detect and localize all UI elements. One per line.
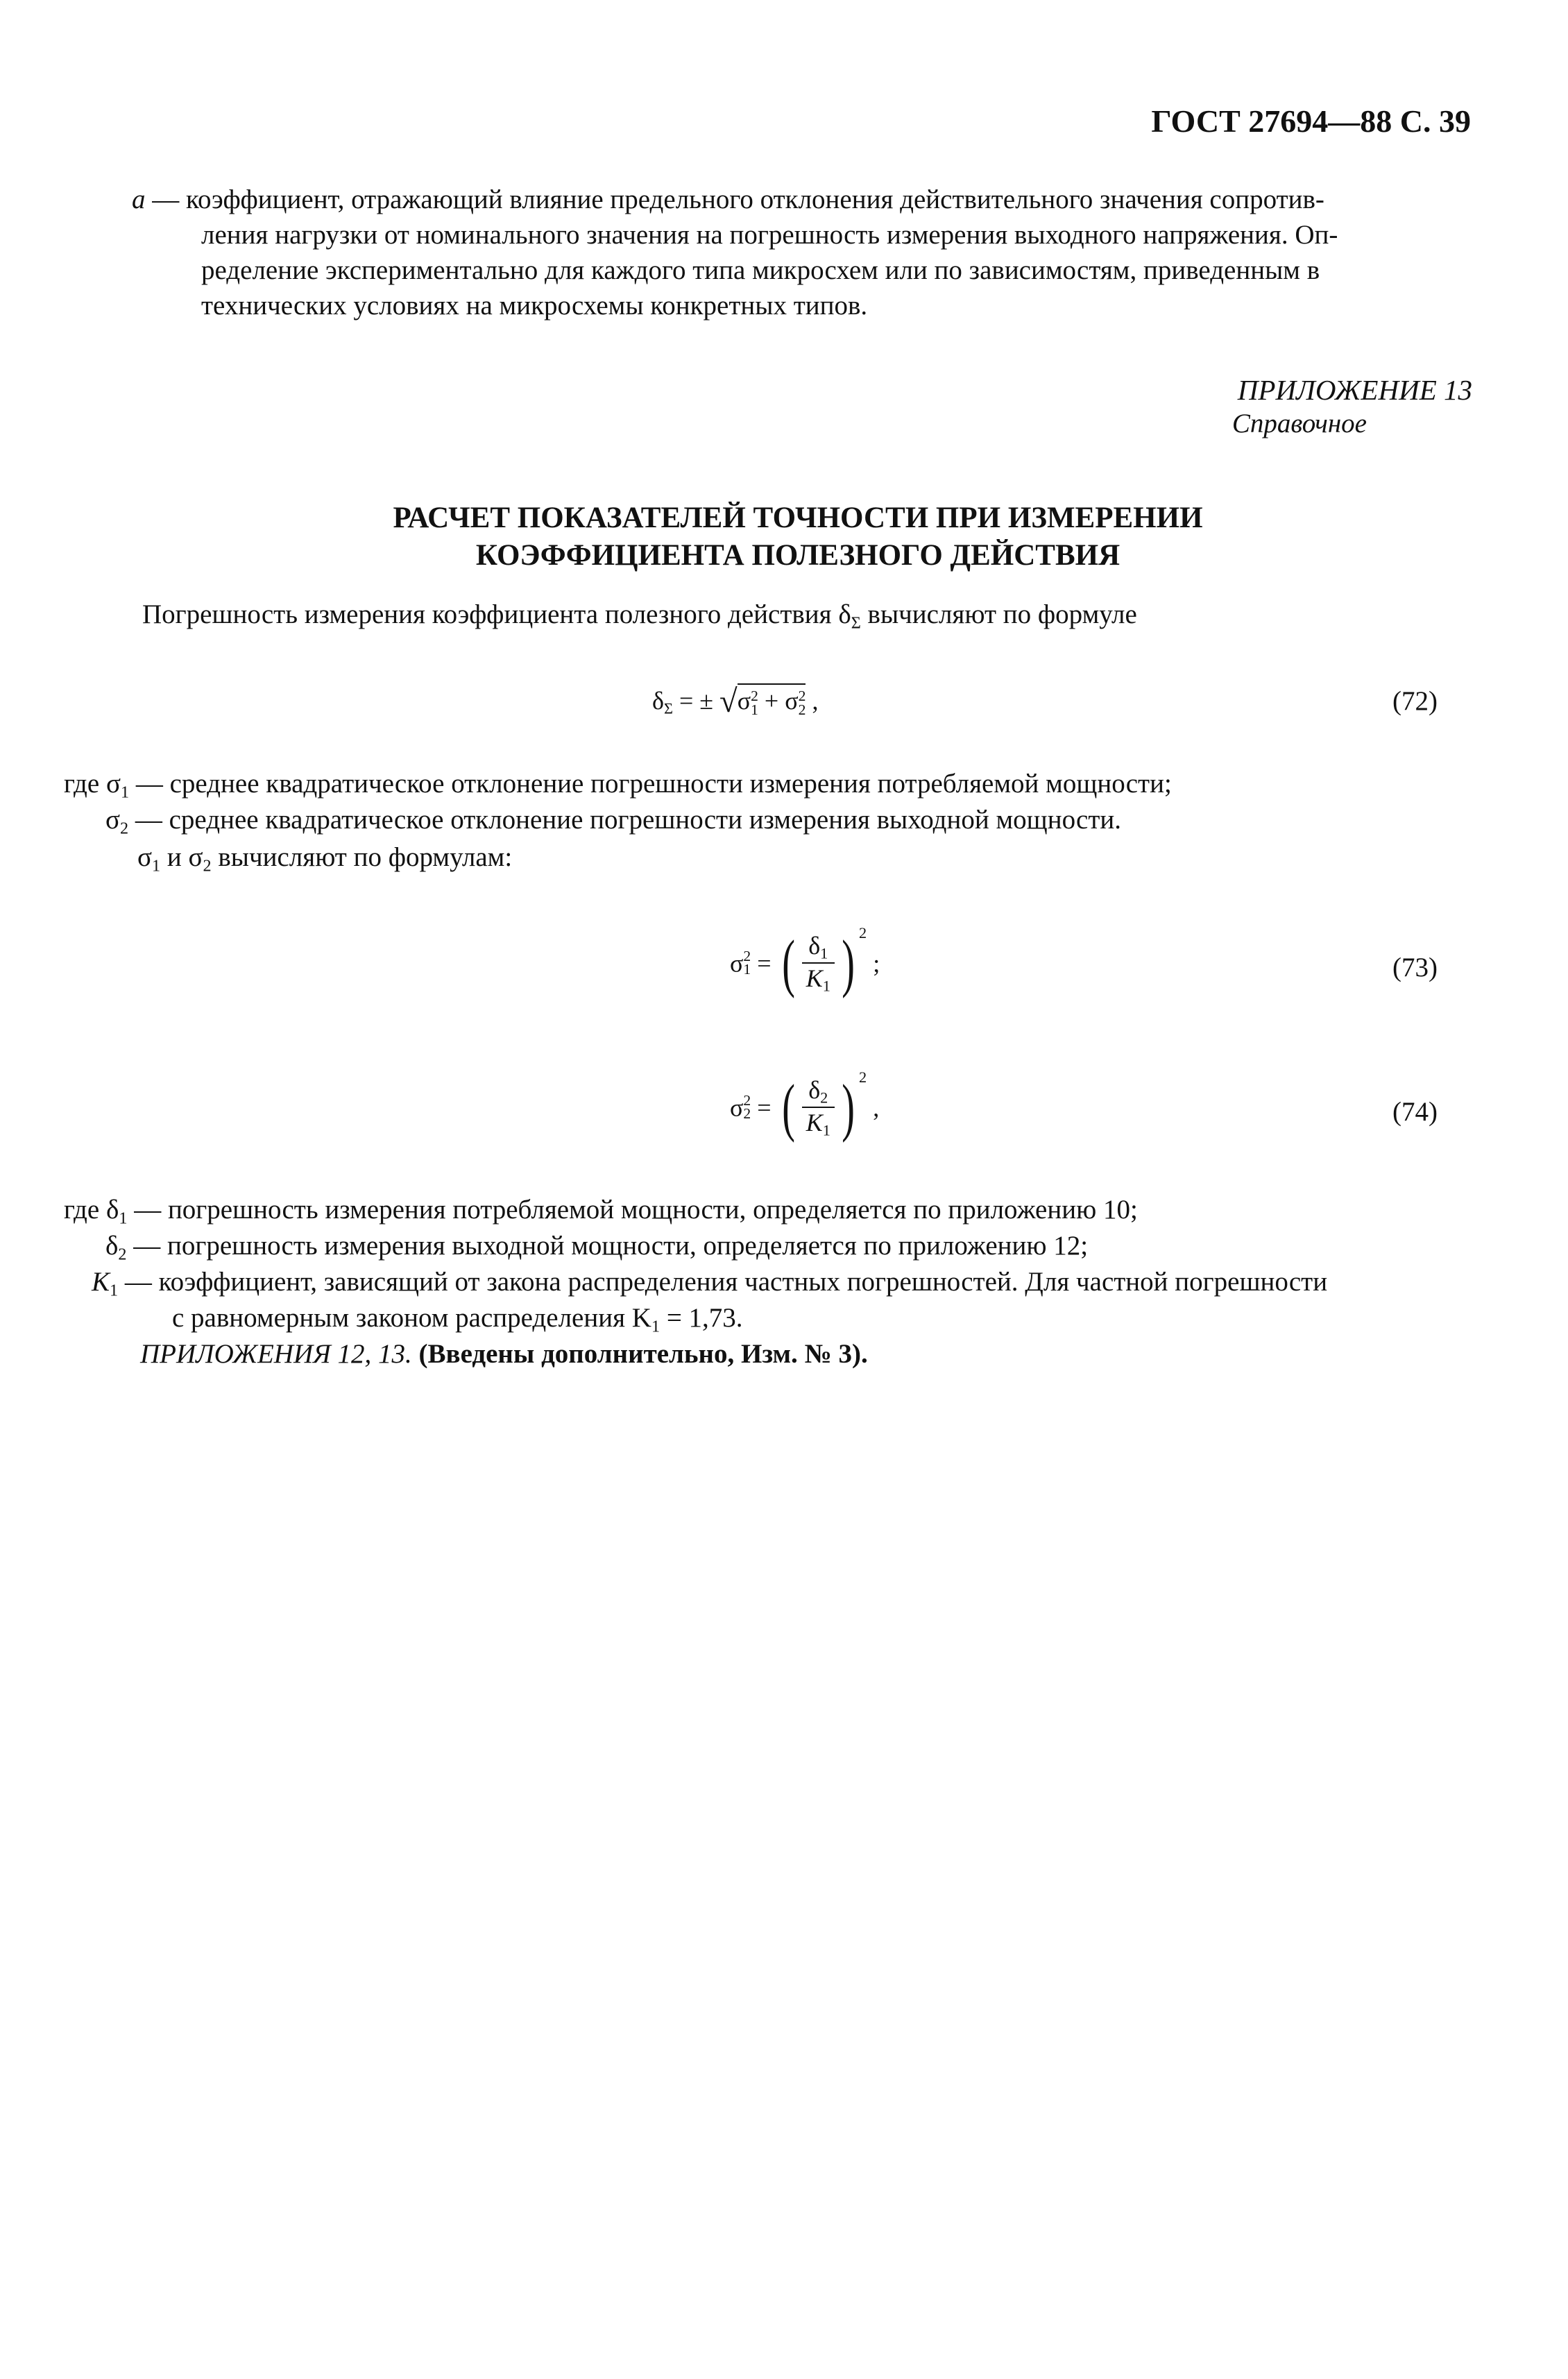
eq73-lhs: σ xyxy=(730,949,744,978)
sqrt-icon: √ xyxy=(719,683,738,719)
calc-a: σ xyxy=(137,842,153,872)
amendment-note-text: (Введены дополнительно, Изм. № 3). xyxy=(411,1339,868,1369)
eq73-fraction xyxy=(802,931,835,996)
def1-text: — погрешность измерения потребляемой мощности, определяется по приложению 10; xyxy=(127,1195,1138,1225)
eq72-term2: σ xyxy=(785,687,799,715)
eq73-eq: = xyxy=(751,949,778,978)
where1-sub: 1 xyxy=(120,783,130,802)
eq74-lhs: σ xyxy=(730,1093,744,1122)
intro-paragraph xyxy=(132,182,1471,323)
page-header: ГОСТ 27694—88 С. 39 xyxy=(1151,103,1471,139)
lead-sentence xyxy=(142,597,1137,640)
eq72-term1: σ xyxy=(737,687,751,715)
eq72-term2-sub: 2 xyxy=(798,701,806,718)
calc-line xyxy=(137,839,512,883)
def3-prefix: K xyxy=(92,1267,110,1297)
eq72-term2-sup: 2 xyxy=(798,688,806,705)
eq74-den-sub: 1 xyxy=(822,1122,830,1140)
calc-b-sub: 2 xyxy=(203,856,212,876)
calc-after: вычисляют по формулам: xyxy=(211,842,513,872)
lead-text-after: вычисляют по формуле xyxy=(860,599,1137,629)
eq72-lhs-sub: Σ xyxy=(663,699,673,717)
eq72-op: = ± xyxy=(672,687,720,715)
lead-text-before: Погрешность измерения коэффициента полезного действия δ xyxy=(142,599,851,629)
section-heading xyxy=(0,500,1568,574)
eq72-plus: + xyxy=(758,687,785,715)
def3-cont-sub: 1 xyxy=(651,1317,661,1336)
eq74-den: K xyxy=(806,1109,823,1137)
eq73-lhs-sup: 2 xyxy=(743,947,751,964)
eq74-power: 2 xyxy=(859,1068,867,1086)
intro-line-3: ределение экспериментально для каждого типа микросхем или по зависимостям, приведенным в xyxy=(201,255,1320,285)
eq73-num-sub: 1 xyxy=(820,944,828,962)
eq73-numerator xyxy=(802,931,835,964)
eq72-radicand xyxy=(738,683,806,717)
eq72-trail: , xyxy=(806,687,819,715)
eq72-lhs: δ xyxy=(652,687,664,715)
def3-cont-after: = 1,73. xyxy=(660,1303,743,1333)
eq74-denominator xyxy=(802,1108,835,1140)
calc-mid: и σ xyxy=(160,842,203,872)
eq73-lhs-sub: 1 xyxy=(743,961,751,978)
equation-73 xyxy=(730,924,880,999)
calc-a-sub: 1 xyxy=(152,856,161,876)
intro-line-4: технических условиях на микросхемы конкретных типов. xyxy=(201,291,868,321)
def2-prefix: δ xyxy=(105,1231,119,1261)
amendment-note xyxy=(140,1336,868,1372)
def1-prefix: где δ xyxy=(64,1195,119,1225)
lead-subscript: Σ xyxy=(851,613,861,633)
def2-text: — погрешность измерения выходной мощности, определяется по приложению 12; xyxy=(126,1231,1089,1261)
eq72-radical xyxy=(719,683,806,720)
eq74-num-sub: 2 xyxy=(820,1089,828,1107)
where2-sub: 2 xyxy=(120,819,129,838)
where1-text: — среднее квадратическое отклонение погрешности измерения потребляемой мощности; xyxy=(129,769,1172,799)
eq74-lhs-sup: 2 xyxy=(743,1091,751,1109)
eq73-trail: ; xyxy=(867,949,880,978)
eq73-power: 2 xyxy=(859,924,867,941)
eq74-trail: , xyxy=(867,1093,880,1122)
intro-text-1: коэффициент, отражающий влияние предельного отклонения действительного значения сопротив- xyxy=(186,185,1324,214)
eq72-term1-sup: 2 xyxy=(751,688,758,705)
left-paren-icon: ( xyxy=(781,927,795,999)
eq72-term1-sub: 1 xyxy=(751,701,758,718)
left-paren-icon: ( xyxy=(781,1071,795,1143)
where2-prefix: σ xyxy=(105,805,121,835)
eq74-numerator xyxy=(802,1075,835,1109)
equation-number-72: (72) xyxy=(1392,686,1438,716)
right-paren-icon: ) xyxy=(842,927,855,999)
equation-number-74: (74) xyxy=(1392,1097,1438,1127)
appendix-subtitle: Справочное xyxy=(1232,409,1367,438)
eq73-den-sub: 1 xyxy=(822,978,830,996)
def3-sub: 1 xyxy=(110,1281,119,1300)
equation-72 xyxy=(652,683,818,720)
equation-number-73: (73) xyxy=(1392,953,1438,982)
where2-text: — среднее квадратическое отклонение погрешности измерения выходной мощности. xyxy=(128,805,1122,835)
where1-prefix: где σ xyxy=(64,769,121,799)
intro-line-2: ления нагрузки от номинального значения на погрешность измерения выходного напряжения. Оп- xyxy=(201,220,1338,250)
eq73-den: K xyxy=(806,964,823,993)
def3-text: — коэффициент, зависящий от закона распределения частных погрешностей. Для частной погрешности xyxy=(118,1267,1328,1297)
intro-line-1 xyxy=(132,182,1471,217)
def1-sub: 1 xyxy=(119,1209,128,1228)
section-heading-line-1: РАСЧЕТ ПОКАЗАТЕЛЕЙ ТОЧНОСТИ ПРИ ИЗМЕРЕНИИ xyxy=(393,502,1203,534)
eq74-num: δ xyxy=(808,1075,821,1104)
right-paren-icon: ) xyxy=(842,1071,855,1143)
def3-cont-before: с равномерным законом распределения K xyxy=(172,1303,651,1333)
section-heading-line-2: КОЭФФИЦИЕНТА ПОЛЕЗНОГО ДЕЙСТВИЯ xyxy=(475,539,1120,572)
def2-sub: 2 xyxy=(118,1245,127,1264)
eq73-denominator xyxy=(802,964,835,996)
intro-symbol: a xyxy=(132,185,146,214)
eq74-fraction xyxy=(802,1075,835,1140)
eq73-num: δ xyxy=(808,931,821,960)
eq74-lhs-sub: 2 xyxy=(743,1105,751,1123)
amendment-note-appendices: ПРИЛОЖЕНИЯ 12, 13. xyxy=(140,1339,412,1369)
intro-dash: — xyxy=(145,185,186,214)
eq74-eq: = xyxy=(751,1093,778,1122)
equation-74 xyxy=(730,1068,880,1143)
appendix-title: ПРИЛОЖЕНИЕ 13 xyxy=(1237,374,1472,406)
